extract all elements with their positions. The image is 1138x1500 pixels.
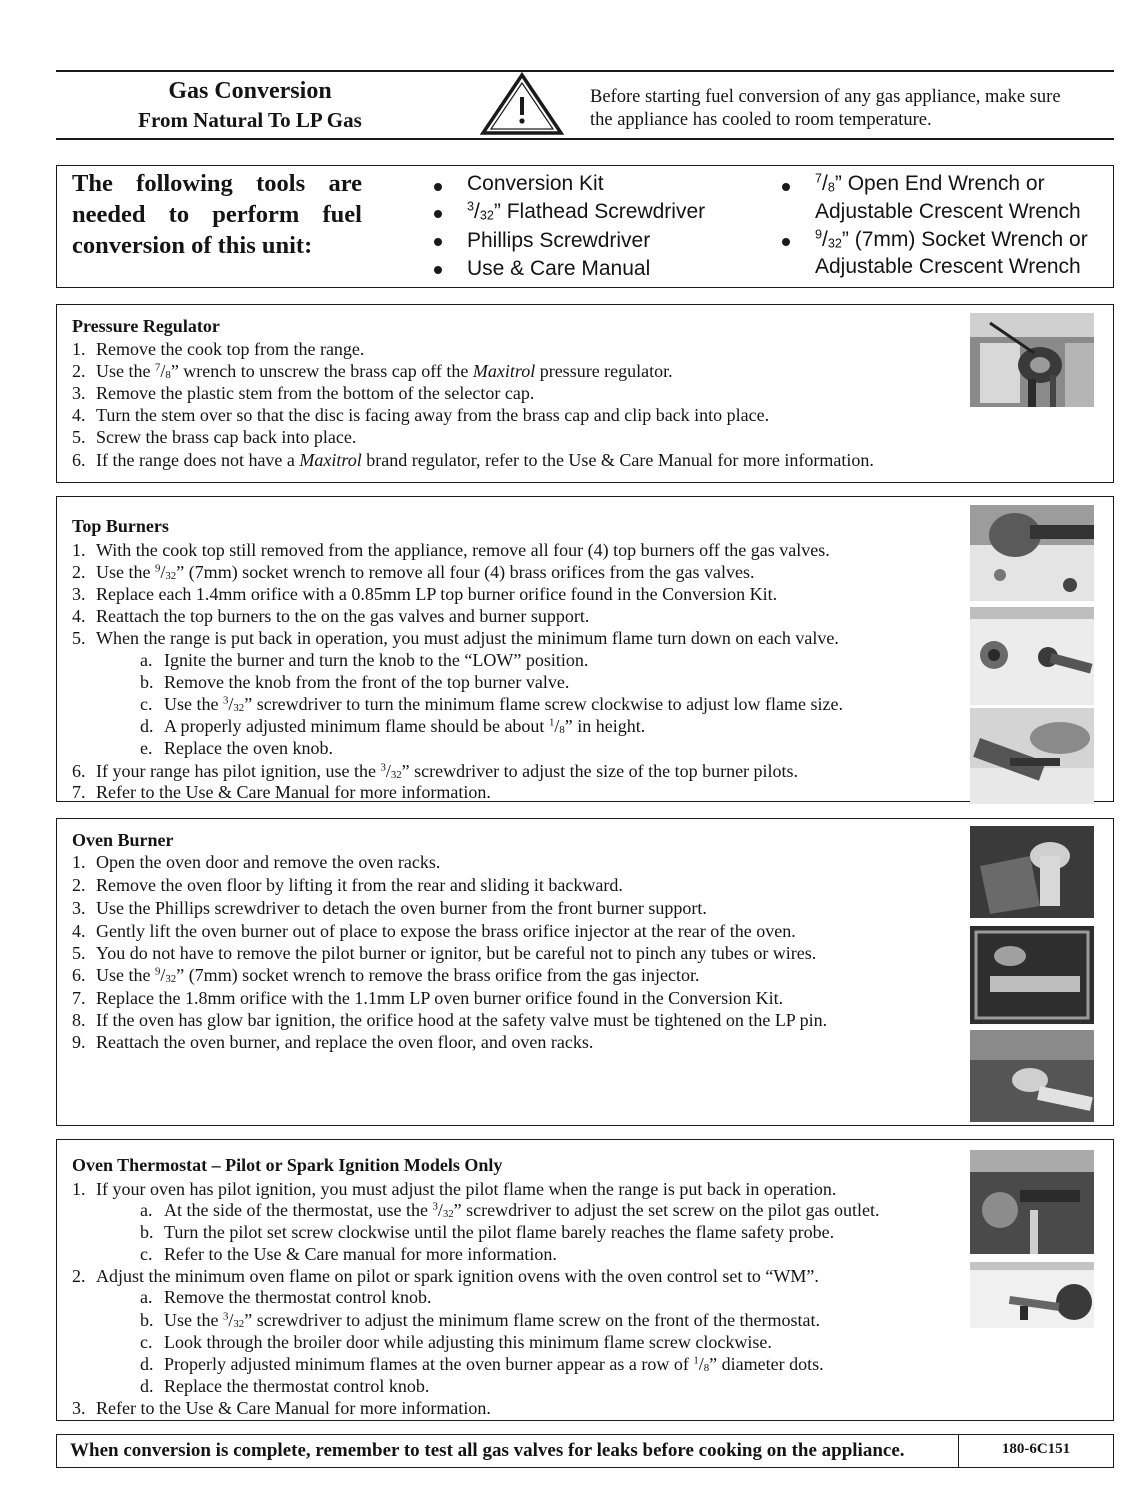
step-9: 9. Reattach the oven burner, and replace the oven floor, and oven racks. xyxy=(72,1032,594,1052)
oven-burner-photo xyxy=(970,926,1094,1024)
tool-phillips-screwdriver: Phillips Screwdriver xyxy=(467,229,651,252)
tool-socket-wrench: $^9/_{32}$” (7mm) Socket Wrench or xyxy=(815,227,1088,251)
leak-test-note: When conversion is complete, remember to test all gas valves for leaks before cooking on the appliance. xyxy=(70,1440,905,1461)
step-2c: c. Look through the broiler door while adjusting this minimum flame screw clockwise. xyxy=(140,1332,772,1352)
warning-triangle-icon xyxy=(480,72,564,136)
thermostat-side-photo xyxy=(970,1150,1094,1254)
step-2b: b. Use the $^3/_{32}$” screwdriver to adjust the minimum flame screw on the front of the thermostat. xyxy=(140,1310,821,1331)
step-4: 4. Turn the stem over so that the disc is facing away from the brass cap and clip back into place. xyxy=(72,405,770,425)
step-5e: e. Replace the oven knob. xyxy=(140,738,333,758)
step-3: 3. Replace each 1.4mm orifice with a 0.85mm LP top burner orifice found in the Conversion Kit. xyxy=(72,584,778,604)
tool-text: ” (7mm) Socket Wrench or xyxy=(841,228,1088,251)
fraction-denominator: 8 xyxy=(827,180,835,195)
knob-removal-photo xyxy=(970,607,1094,705)
document-code: 180-6C151 xyxy=(1001,1441,1071,1457)
page-title: Gas Conversion xyxy=(168,78,332,104)
fraction-numerator: 3 xyxy=(467,199,475,214)
step-2: 2. Remove the oven floor by lifting it from the rear and sliding it backward. xyxy=(72,875,623,895)
bullet-icon xyxy=(434,210,442,218)
step-5: 5. You do not have to remove the pilot burner or ignitor, but be careful not to pinch any tubes or wires. xyxy=(72,943,817,963)
oven-burner-title: Oven Burner xyxy=(72,830,174,850)
tool-open-end-wrench: $^7/_8$” Open End Wrench or xyxy=(815,171,1045,195)
thermostat-front-photo xyxy=(970,1262,1094,1328)
step-1: 1. Open the oven door and remove the oven racks. xyxy=(72,852,441,872)
step-3: 3. Remove the plastic stem from the bottom of the selector cap. xyxy=(72,383,535,403)
warning-line-1: Before starting fuel conversion of any gas appliance, make sure xyxy=(590,87,1061,107)
step-5: 5. When the range is put back in operation, you must adjust the minimum flame turn down on each valve. xyxy=(72,628,839,648)
top-burners-title: Top Burners xyxy=(72,516,169,536)
step-2: 2. Adjust the minimum oven flame on pilot or spark ignition ovens with the oven control set to “WM”. xyxy=(72,1266,819,1286)
step-2: 2. Use the $^9/_{32}$” (7mm) socket wrench to remove all four (4) brass orifices from the gas valves. xyxy=(72,562,755,583)
fraction-denominator: 32 xyxy=(827,236,842,251)
tool-text: ” Flathead Screwdriver xyxy=(493,200,706,223)
step-2e: d. Replace the thermostat control knob. xyxy=(140,1376,430,1396)
bullet-icon xyxy=(434,183,442,191)
oven-floor-photo xyxy=(970,826,1094,918)
step-5c: c. Use the $^3/_{32}$” screwdriver to turn the minimum flame screw clockwise to adjust low flame size. xyxy=(140,694,844,715)
bullet-icon xyxy=(782,238,790,246)
bullet-icon xyxy=(434,238,442,246)
fraction-numerator: 7 xyxy=(815,171,823,186)
step-2: 2. Use the $^7/_8$” wrench to unscrew the brass cap off the Maxitrol pressure regulator. xyxy=(72,361,673,382)
pressure-regulator-title: Pressure Regulator xyxy=(72,316,220,336)
footer-divider xyxy=(958,1434,959,1468)
tools-heading-line-3: conversion of this unit: xyxy=(72,232,313,259)
pilot-adjust-photo xyxy=(970,708,1094,804)
step-8: 8. If the oven has glow bar ignition, the orifice hood at the safety valve must be tightened on the LP pin. xyxy=(72,1010,828,1030)
step-1b: b. Turn the pilot set screw clockwise until the pilot flame barely reaches the flame safety probe. xyxy=(140,1222,835,1242)
tool-crescent-wrench-2: Adjustable Crescent Wrench xyxy=(815,255,1081,278)
step-1: 1. With the cook top still removed from the appliance, remove all four (4) top burners off the gas valves. xyxy=(72,540,830,560)
header-bottom-rule xyxy=(56,138,1114,140)
warning-line-2: the appliance has cooled to room temperature. xyxy=(590,110,932,130)
step-3: 3. Refer to the Use & Care Manual for more information. xyxy=(72,1398,491,1418)
step-5: 5. Screw the brass cap back into place. xyxy=(72,427,357,447)
step-5a: a. Ignite the burner and turn the knob to the “LOW” position. xyxy=(140,650,589,670)
tools-heading xyxy=(72,168,362,261)
step-6: 6. If the range does not have a Maxitrol brand regulator, refer to the Use & Care Manual for more information. xyxy=(72,450,874,470)
step-1: 1. Remove the cook top from the range. xyxy=(72,339,365,359)
step-6: 6. If your range has pilot ignition, use the $^3/_{32}$” screwdriver to adjust the size of the top burner pilots. xyxy=(72,761,799,782)
tool-use-care-manual: Use & Care Manual xyxy=(467,257,651,280)
step-4: 4. Reattach the top burners to the on the gas valves and burner support. xyxy=(72,606,590,626)
step-1c: c. Refer to the Use & Care manual for more information. xyxy=(140,1244,557,1264)
bullet-icon xyxy=(782,183,790,191)
page-subtitle: From Natural To LP Gas xyxy=(138,108,362,132)
regulator-photo xyxy=(970,313,1094,407)
tool-flathead-screwdriver: $^3/_{32}$” Flathead Screwdriver xyxy=(467,199,706,223)
tool-crescent-wrench-1: Adjustable Crescent Wrench xyxy=(815,200,1081,223)
tools-heading-line-2: needed to perform fuel xyxy=(72,201,362,228)
tools-heading-line-1: The following tools are xyxy=(72,170,362,197)
fraction-numerator: 9 xyxy=(815,227,823,242)
burner-removal-photo xyxy=(970,505,1094,601)
bullet-icon xyxy=(434,266,442,274)
step-5b: b. Remove the knob from the front of the top burner valve. xyxy=(140,672,570,692)
step-6: 6. Use the $^9/_{32}$” (7mm) socket wrench to remove the brass orifice from the gas injector. xyxy=(72,965,700,986)
step-2a: a. Remove the thermostat control knob. xyxy=(140,1287,432,1307)
tool-conversion-kit: Conversion Kit xyxy=(467,172,604,195)
step-3: 3. Use the Phillips screwdriver to detach the oven burner from the front burner support. xyxy=(72,898,707,918)
safety-warning xyxy=(590,86,1110,132)
top-rule xyxy=(56,70,1114,72)
step-1a: a. At the side of the thermostat, use the $^3/_{32}$” screwdriver to adjust the set screw on the pilot gas outlet. xyxy=(140,1200,880,1221)
step-2d: d. Properly adjusted minimum flames at the oven burner appear as a row of $^1/_8$” diameter dots. xyxy=(140,1354,824,1375)
oven-thermostat-title: Oven Thermostat – Pilot or Spark Ignition Models Only xyxy=(72,1155,503,1175)
step-1: 1. If your oven has pilot ignition, you must adjust the pilot flame when the range is put back in operation. xyxy=(72,1179,837,1199)
tool-text: ” Open End Wrench or xyxy=(834,172,1045,195)
fraction-denominator: 32 xyxy=(479,208,494,223)
step-7: 7. Refer to the Use & Care Manual for more information. xyxy=(72,782,491,802)
orifice-photo xyxy=(970,1030,1094,1122)
step-7: 7. Replace the 1.8mm orifice with the 1.1mm LP oven burner orifice found in the Conversion Kit. xyxy=(72,988,784,1008)
step-5d: d. A properly adjusted minimum flame should be about $^1/_8$” in height. xyxy=(140,716,646,737)
step-4: 4. Gently lift the oven burner out of place to expose the brass orifice injector at the rear of the oven. xyxy=(72,921,796,941)
